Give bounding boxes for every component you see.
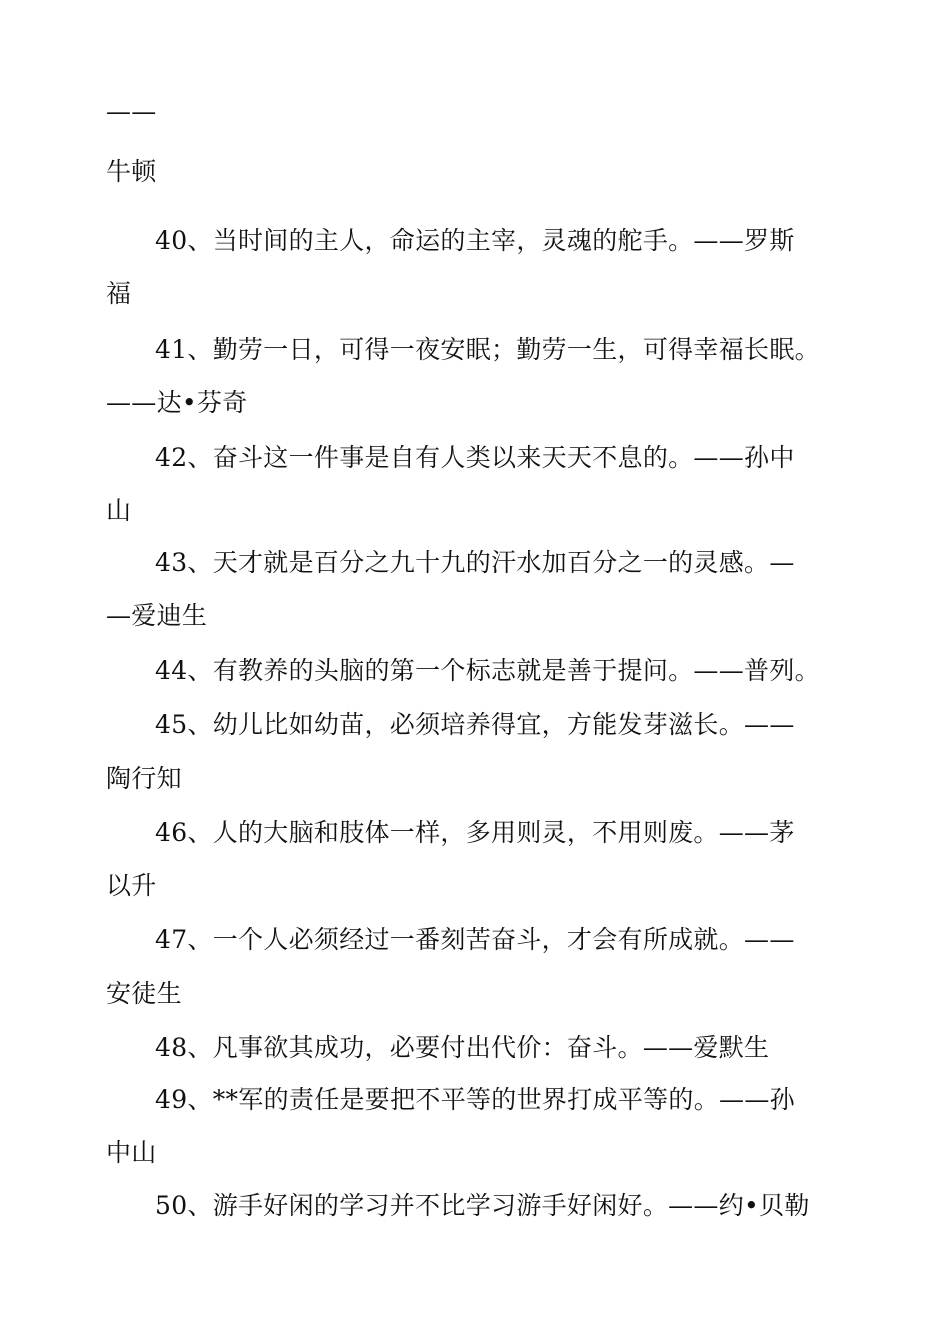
quote-44: 44、有教养的头脑的第一个标志就是善于提问。——普列。 — [155, 656, 820, 685]
quote-47: 47、一个人必须经过一番刻苦奋斗，才会有所成就。—— — [155, 925, 795, 954]
quote-42: 42、奋斗这一件事是自有人类以来天天不息的。——孙中 — [155, 443, 795, 472]
quote-45: 45、幼儿比如幼苗，必须培养得宜，方能发芽滋长。—— — [155, 710, 795, 739]
text-line: 牛顿 — [106, 157, 157, 186]
quote-41: 41、勤劳一日，可得一夜安眠；勤劳一生，可得幸福长眠。 — [155, 335, 820, 364]
quote-40: 40、当时间的主人，命运的主宰，灵魂的舵手。——罗斯 — [155, 226, 795, 255]
text-line: 安徒生 — [106, 979, 182, 1008]
text-line: 福 — [106, 279, 132, 308]
text-line: 山 — [106, 496, 132, 525]
text-line: 以升 — [106, 871, 157, 900]
text-line: —爱迪生 — [106, 601, 208, 630]
text-line: 陶行知 — [106, 764, 182, 793]
text-line: —— — [106, 97, 157, 126]
quote-43: 43、天才就是百分之九十九的汗水加百分之一的灵感。— — [155, 548, 795, 577]
quote-49: 49、**军的责任是要把不平等的世界打成平等的。——孙 — [155, 1085, 795, 1114]
quote-50: 50、游手好闲的学习并不比学习游手好闲好。——约•贝勒 — [155, 1191, 810, 1220]
quote-48: 48、凡事欲其成功，必要付出代价：奋斗。——爱默生 — [155, 1033, 770, 1062]
text-line: ——达•芬奇 — [106, 388, 248, 417]
quote-46: 46、人的大脑和肢体一样，多用则灵，不用则废。——茅 — [155, 818, 795, 847]
text-line: 中山 — [106, 1138, 157, 1167]
